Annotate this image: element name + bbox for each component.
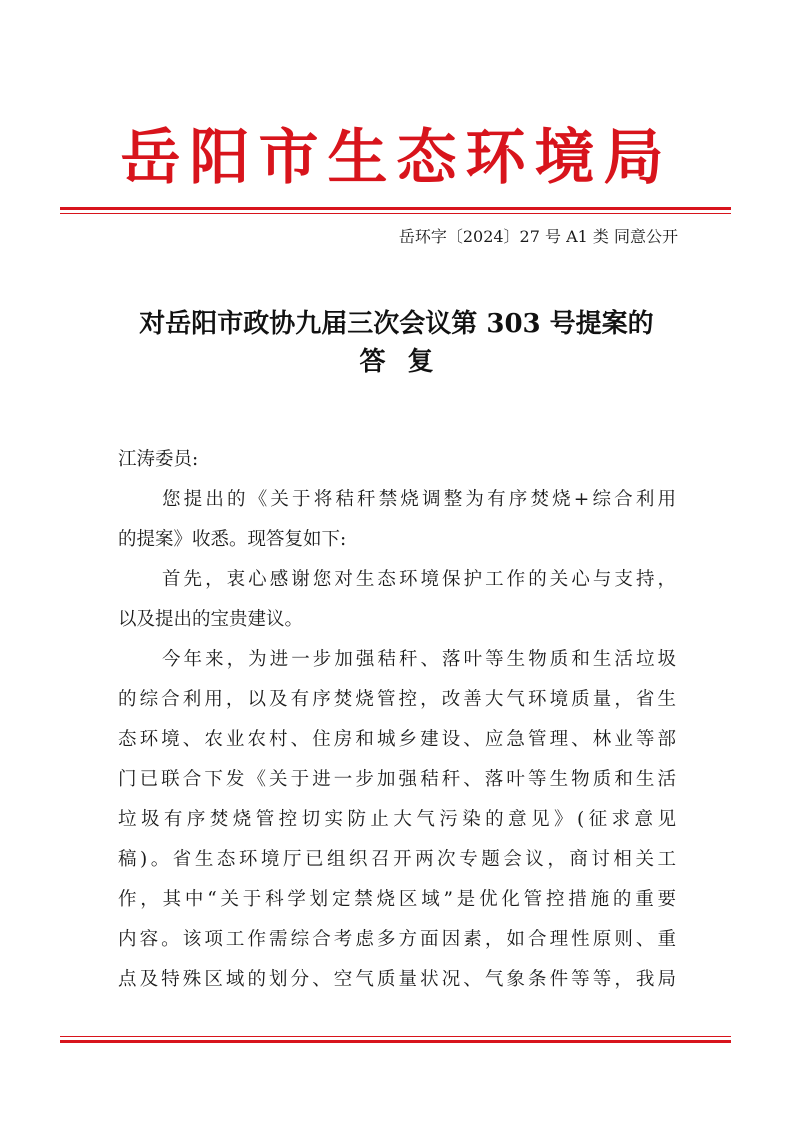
body-line: 内容。该项工作需综合考虑多方面因素，如合理性原则、重 [118, 929, 676, 950]
footer-rule-thin [60, 1036, 731, 1037]
body-line: 的综合利用，以及有序焚烧管控，改善大气环境质量，省生 [118, 689, 676, 710]
body-line: 稿)。省生态环境厅已组织召开两次专题会议，商讨相关工 [118, 849, 676, 870]
letterhead-rule-thick [60, 207, 731, 210]
letterhead-org-name: 岳阳市生态环境局 [120, 123, 673, 193]
document-body [118, 440, 676, 1000]
body-line: 以及提出的宝贵建议。 [118, 609, 304, 630]
letterhead-rule-thin [60, 213, 731, 214]
body-line: 点及特殊区域的划分、空气质量状况、气象条件等等，我局 [118, 969, 676, 990]
body-line: 的提案》收悉。现答复如下: [118, 529, 347, 550]
body-line: 首先，衷心感谢您对生态环境保护工作的关心与支持， [162, 569, 676, 590]
body-line: 今年来，为进一步加强秸秆、落叶等生物质和生活垃圾 [162, 649, 676, 670]
footer-rule-thick [60, 1040, 731, 1043]
body-line: 作，其中“关于科学划定禁烧区域”是优化管控措施的重要 [118, 889, 676, 910]
body-line: 您提出的《关于将秸秆禁烧调整为有序焚烧+综合利用 [162, 489, 676, 510]
body-line: 态环境、农业农村、住房和城乡建设、应急管理、林业等部 [118, 729, 676, 750]
document-title-line1: 对岳阳市政协九届三次会议第 303 号提案的 [139, 309, 654, 339]
body-line: 门已联合下发《关于进一步加强秸秆、落叶等生物质和生活 [118, 769, 676, 790]
document-title-line2: 答复 [359, 347, 456, 377]
document-number: 岳环字〔2024〕27 号 A1 类 同意公开 [398, 227, 678, 246]
salutation: 江涛委员: [118, 449, 199, 470]
body-line: 垃圾有序焚烧管控切实防止大气污染的意见》(征求意见 [118, 809, 676, 830]
